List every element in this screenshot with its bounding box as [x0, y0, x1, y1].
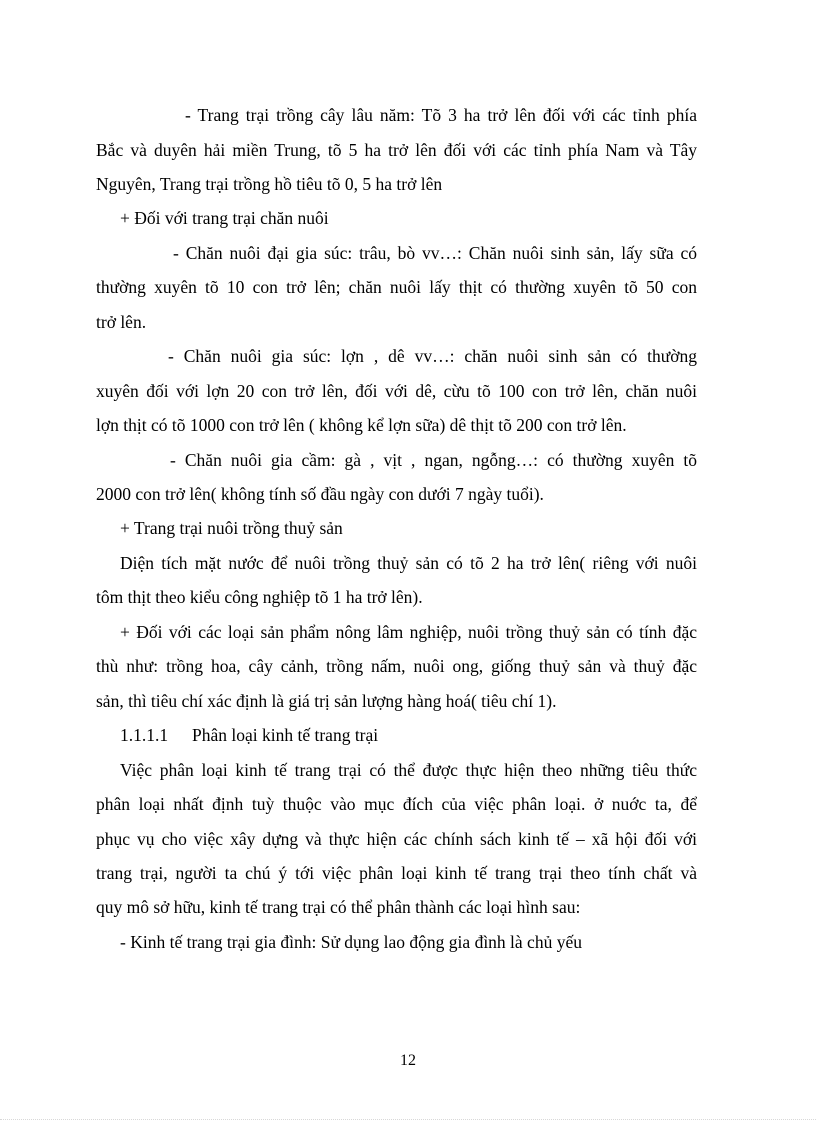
paragraph-line: Bắc và duyên hải miền Trung, tõ 5 ha trở lên đối với các tỉnh phía Nam và Tây — [96, 140, 697, 160]
heading-number: 1.1.1.1 — [120, 725, 169, 745]
paragraph-line: quy mô sở hữu, kinh tế trang trại có thể phân thành các loại hình sau: — [96, 897, 581, 917]
paragraph-line: lợn thịt có tõ 1000 con trở lên ( không kể lợn sữa) dê thịt tõ 200 con trở lên. — [96, 415, 627, 435]
paragraph-line: xuyên đối với lợn 20 con trở lên, đối với dê, cừu tõ 100 con trở lên, chăn nuôi — [96, 381, 697, 401]
paragraph-line: trở lên. — [96, 312, 147, 332]
paragraph-line: Nguyên, Trang trại trồng hồ tiêu tõ 0, 5 ha trở lên — [96, 174, 443, 194]
paragraph-line: - Chăn nuôi gia cầm: gà , vịt , ngan, ngỗng…: có thường xuyên tõ — [170, 450, 697, 470]
paragraph-line: - Chăn nuôi đại gia súc: trâu, bò vv…: Chăn nuôi sinh sản, lấy sữa có — [173, 243, 697, 263]
paragraph-line: - Kinh tế trang trại gia đình: Sử dụng lao động gia đình là chủ yếu — [120, 932, 582, 952]
paragraph-line: + Đối với các loại sản phẩm nông lâm nghiệp, nuôi trồng thuỷ sản có tính đặc — [120, 622, 697, 642]
paragraph-line: sản, thì tiêu chí xác định là giá trị sản lượng hàng hoá( tiêu chí 1). — [96, 691, 557, 711]
paragraph-line: Diện tích mặt nước để nuôi trồng thuỷ sản có tõ 2 ha trở lên( riêng với nuôi — [120, 553, 697, 573]
section-heading: Phân loại kinh tế trang trại — [192, 725, 379, 745]
section-label: + Trang trại nuôi trồng thuỷ sản — [120, 518, 343, 538]
paragraph-line: - Chăn nuôi gia súc: lợn , dê vv…: chăn nuôi sinh sản có thường — [168, 346, 697, 366]
paragraph-line: tôm thịt theo kiểu công nghiệp tõ 1 ha trở lên). — [96, 587, 423, 607]
page-bottom-divider — [0, 1119, 816, 1120]
section-label: + Đối với trang trại chăn nuôi — [120, 208, 329, 228]
paragraph-line: thường xuyên tõ 10 con trở lên; chăn nuôi lấy thịt có thường xuyên tõ 50 con — [96, 277, 697, 297]
paragraph-line: Việc phân loại kinh tế trang trại có thể được thực hiện theo những tiêu thức — [120, 760, 697, 780]
paragraph-line: thù như: trồng hoa, cây cảnh, trồng nấm, nuôi ong, giống thuỷ sản và thuỷ đặc — [96, 656, 697, 676]
paragraph-line: trang trại, người ta chú ý tới việc phân loại kinh tế trang trại theo tính chất và — [96, 863, 697, 883]
paragraph-line: phục vụ cho việc xây dựng và thực hiện các chính sách kinh tế – xã hội đối với — [96, 829, 697, 849]
paragraph-line: - Trang trại trồng cây lâu năm: Tõ 3 ha trở lên đối với các tỉnh phía — [185, 105, 697, 125]
page-number: 12 — [400, 1052, 416, 1069]
paragraph-line: phân loại nhất định tuỳ thuộc vào mục đích của việc phân loại. ở nuớc ta, để — [96, 794, 697, 814]
paragraph-line: 2000 con trở lên( không tính số đầu ngày con dưới 7 ngày tuổi). — [96, 484, 544, 504]
